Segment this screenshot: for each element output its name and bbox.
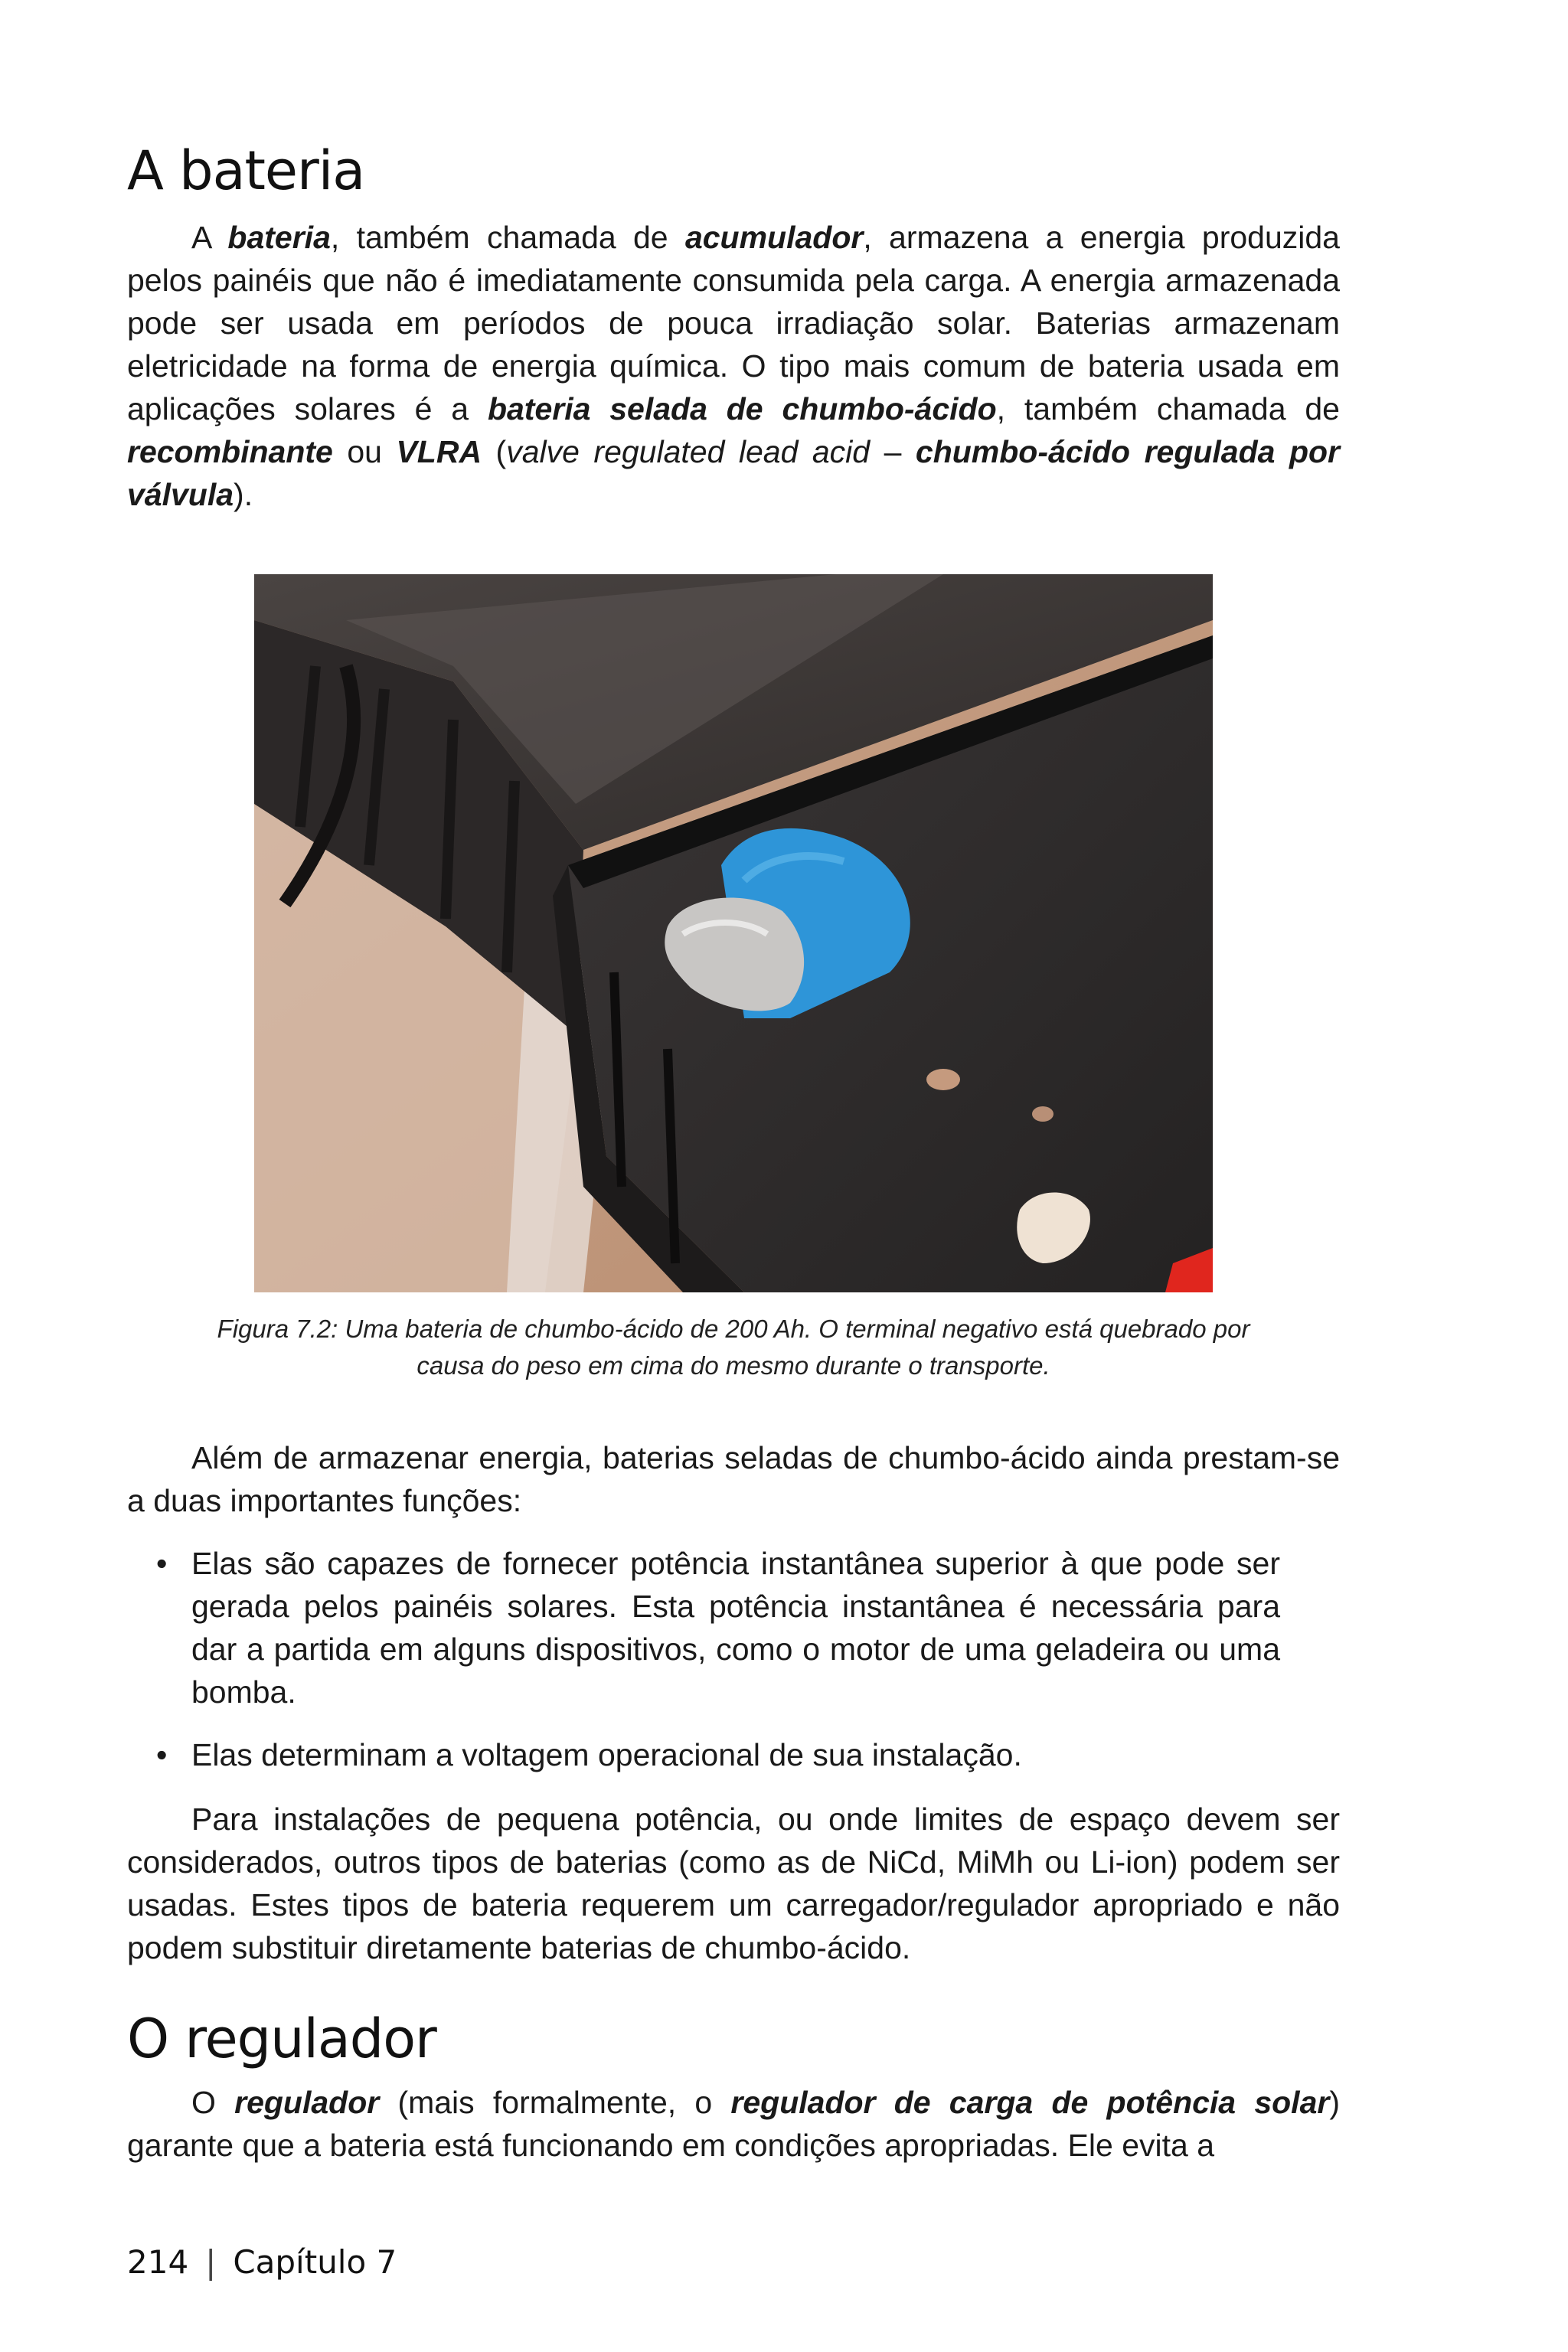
battery-photo-illustration: [254, 574, 1213, 1292]
caption-line-2: causa do peso em cima do mesmo durante o transporte.: [416, 1351, 1050, 1380]
paragraph-outros-tipos: [127, 1798, 1340, 1969]
term-bateria-selada: bateria selada de chumbo-ácido: [487, 391, 997, 426]
text: , também chamada de: [330, 220, 685, 255]
term-recombinante: recombinante: [127, 434, 333, 469]
text: A: [191, 220, 228, 255]
text: O: [191, 2085, 235, 2120]
bullet-list: [127, 1542, 1340, 1796]
footer-separator: |: [205, 2243, 217, 2281]
chapter-label: Capítulo 7: [233, 2243, 397, 2281]
caption-line-1: Figura 7.2: Uma bateria de chumbo-ácido de 200 Ah. O terminal negativo está quebrado por: [217, 1315, 1250, 1343]
text: , também chamada de: [996, 391, 1340, 426]
term-acumulador: acumulador: [684, 220, 864, 255]
text: –: [870, 434, 916, 469]
term-english: valve regulated lead acid: [506, 434, 871, 469]
page-number: 214: [127, 2243, 189, 2281]
list-item-text: Elas são capazes de fornecer potência instantânea superior à que pode ser gerada pelos painéis solares. Esta potência instantânea é necessária para dar a partida em alguns dispositivos, como o motor de uma geladeira ou uma bomba.: [191, 1546, 1280, 1710]
term-regulador-carga: regulador de carga de potência solar: [730, 2085, 1330, 2120]
page: [127, 0, 1340, 2352]
term-chumbo-acido-regulada: chumbo-ácido regulada por válvula: [127, 434, 1340, 512]
text: (: [482, 434, 507, 469]
bullet-icon: •: [156, 1737, 168, 1772]
term-vlra: VLRA: [396, 434, 482, 469]
text: , armazena a energia produzida pelos painéis que não é imediatamente consumida pela carga. A energia armazenada pode ser usada em períodos de pouca irradiação solar. Baterias armazenam eletricidade na forma de energia química. O tipo mais comum de bateria usada em aplicações solares é a: [127, 220, 1340, 426]
text: ) garante que a bateria está funcionando em condições apropriadas. Ele evita a: [127, 2085, 1340, 2163]
text: (mais formalmente, o: [379, 2085, 731, 2120]
section-heading-regulador: O regulador: [127, 2007, 436, 2070]
section-heading-bateria: A bateria: [127, 139, 365, 202]
battery-photo: [254, 574, 1213, 1292]
paragraph-funcoes: [127, 1436, 1340, 1522]
list-item-text: Elas determinam a voltagem operacional de sua instalação.: [191, 1737, 1022, 1772]
page-footer: [127, 2243, 397, 2281]
text: ou: [332, 434, 397, 469]
paragraph-bateria: [127, 216, 1340, 516]
bullet-icon: •: [156, 1546, 168, 1581]
list-item: [127, 1542, 1340, 1713]
text: ).: [234, 477, 253, 512]
text: Para instalações de pequena potência, ou onde limites de espaço devem ser considerados, outros tipos de baterias (como as de NiCd, MiMh ou Li-ion) podem ser usadas. Estes tipos de bateria requerem um carregador/regulador apropriado e não podem substituir diretamente baterias de chumbo-ácido.: [127, 1802, 1340, 1965]
text: Além de armazenar energia, baterias seladas de chumbo-ácido ainda prestam-se a duas importantes funções:: [127, 1440, 1340, 1518]
list-item: [127, 1733, 1340, 1776]
figure-caption: [127, 1311, 1340, 1384]
term-bateria: bateria: [227, 220, 331, 255]
term-regulador: regulador: [234, 2085, 380, 2120]
paragraph-regulador: [127, 2081, 1340, 2167]
